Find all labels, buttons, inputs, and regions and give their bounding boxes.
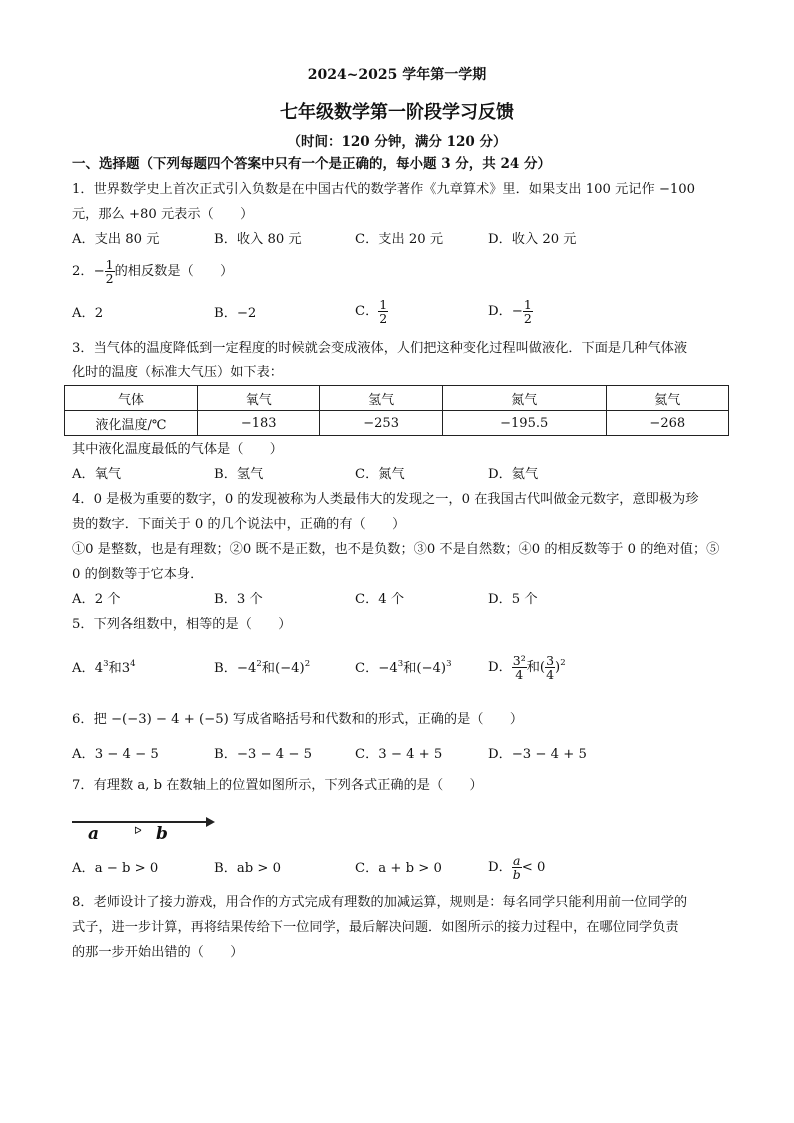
q5-option-c-exp1: 3	[397, 659, 404, 669]
q4-stem-line1: 4．0 是极为重要的数字，0 的发现被称为人类最伟大的发现之一，0 在我国古代叫做金元数字，意即极为珍	[72, 492, 699, 507]
q2-fraction-num: 1	[105, 257, 114, 272]
q5-option-d-fraction1	[512, 654, 527, 681]
q2-option-c-fraction	[378, 298, 388, 325]
q3-option-d: D．氦气	[488, 467, 539, 482]
q5-stem: 5．下列各组数中，相等的是（ ）	[72, 617, 292, 632]
q1-option-b: B．收入 80 元	[214, 232, 302, 247]
section-heading-choice: 一、选择题（下列每题四个答案中只有一个是正确的，每小题 3 分，共 24 分）	[72, 156, 551, 172]
q5-option-b-exp1: 2	[256, 659, 262, 669]
table-row	[65, 411, 729, 436]
q5-option-d-den2: 4	[546, 667, 555, 682]
q3-option-b: B．氢气	[214, 467, 264, 482]
q4-stem-line2: 贵的数字．下面关于 0 的几个说法中，正确的有（ ）	[72, 517, 406, 532]
number-line-mark: ᐅ	[134, 826, 142, 837]
q5-option-d-exp: 2	[560, 658, 566, 668]
q5-option-c-exp2: 3	[446, 659, 452, 669]
q2-stem	[72, 258, 233, 285]
number-line-label-a: a	[88, 824, 100, 844]
q5-option-c-part1: −4	[378, 661, 398, 676]
q5-option-d-fraction2	[545, 654, 555, 681]
q5-option-b-mid: 和	[261, 661, 275, 676]
q7-stem: 7．有理数 a, b 在数轴上的位置如图所示，下列各式正确的是（ ）	[72, 778, 483, 793]
q6-option-d: D．−3 − 4 + 5	[488, 747, 587, 762]
table-cell: −268	[606, 411, 728, 436]
q5-option-b	[214, 660, 310, 678]
q1-option-d: D．收入 20 元	[488, 232, 577, 247]
q8-stem-line2: 式子，进一步计算，再将结果传给下一位同学，最后解决问题．如图所示的接力过程中，在哪位同学负责	[72, 920, 679, 935]
q5-option-d-den1: 4	[512, 667, 527, 681]
q5-option-a	[72, 660, 136, 678]
table-row	[65, 386, 729, 411]
q2-option-c-num: 1	[379, 297, 388, 312]
table-cell: −195.5	[442, 411, 606, 436]
q7-option-d-den: b	[512, 867, 521, 882]
table-cell: 氧气	[198, 386, 320, 411]
q5-option-b-exp2: 2	[304, 659, 311, 669]
q2-fraction-den: 2	[105, 271, 114, 286]
q5-option-a-mid: 和	[108, 661, 122, 676]
q5-option-b-part1: −4	[236, 661, 257, 676]
q5-option-a-exp2: 4	[130, 659, 136, 669]
q5-option-d	[488, 652, 566, 684]
q3-option-a: A．氧气	[72, 467, 122, 482]
table-cell: 气体	[65, 386, 198, 411]
q5-option-d-num1: 3²	[512, 653, 526, 668]
q2-suffix: 的相反数是（ ）	[114, 264, 234, 279]
q5-option-c-mid: 和	[403, 661, 417, 676]
q6-stem: 6．把 −(−3) − 4 + (−5) 写成省略括号和代数和的形式，正确的是（ ）	[72, 712, 524, 727]
q4-option-a: A．2 个	[72, 592, 121, 607]
q2-option-d-num: 1	[523, 297, 532, 312]
q7-option-b: B．ab > 0	[214, 861, 282, 876]
gas-temperature-table	[64, 385, 729, 436]
q5-option-b-label: B．	[214, 661, 237, 676]
q5-option-a-exp1: 3	[103, 659, 109, 669]
q2-option-d-label: D．−	[488, 304, 523, 319]
q2-option-a: A．2	[72, 306, 104, 321]
term-heading: 2024~2025 学年第一学期	[307, 67, 487, 83]
q6-option-c: C．3 − 4 + 5	[355, 747, 443, 762]
q5-option-b-part2: (−4)	[274, 661, 305, 676]
q5-option-d-num2: 3	[546, 653, 555, 668]
table-cell: −183	[198, 411, 320, 436]
q3-option-c: C．氮气	[355, 467, 405, 482]
q4-stem-line3: ①0 是整数，也是有理数；②0 既不是正数，也不是负数；③0 不是自然数；④0 的相反数等于 0 的绝对值；⑤	[72, 542, 720, 557]
number-line-axis	[72, 821, 210, 823]
q2-option-d	[488, 297, 533, 327]
q4-stem-line4: 0 的倒数等于它本身．	[72, 567, 204, 582]
q3-stem-line3: 其中液化温度最低的气体是（ ）	[72, 442, 283, 457]
q1-option-a: A．支出 80 元	[72, 232, 160, 247]
q2-prefix: 2．−	[72, 264, 105, 279]
q5-option-a-base2: 3	[121, 661, 131, 676]
q2-option-d-den: 2	[523, 311, 532, 326]
exam-title: 七年级数学第一阶段学习反馈	[280, 102, 514, 123]
q2-option-c	[355, 297, 388, 327]
q5-option-d-label: D．	[488, 660, 512, 675]
q2-option-b: B．−2	[214, 306, 257, 321]
table-cell: 氦气	[606, 386, 728, 411]
number-line-figure	[72, 812, 222, 846]
q3-stem-line1: 3．当气体的温度降低到一定程度的时候就会变成液体，人们把这种变化过程叫做液化．下面是几种气体液	[72, 341, 688, 356]
q4-option-d: D．5 个	[488, 592, 538, 607]
q7-option-c: C．a + b > 0	[355, 861, 442, 876]
number-line-label-b: b	[156, 824, 168, 844]
q5-option-c-label: C．	[355, 661, 379, 676]
q5-option-a-label: A．	[72, 661, 95, 676]
q2-option-d-fraction	[523, 298, 533, 325]
table-cell: −253	[320, 411, 442, 436]
q2-option-c-label: C．	[355, 304, 379, 319]
q8-stem-line3: 的那一步开始出错的（ ）	[72, 945, 244, 960]
q7-option-a: A．a − b > 0	[72, 861, 159, 876]
q1-option-c: C．支出 20 元	[355, 232, 444, 247]
q7-option-d-fraction	[512, 854, 522, 881]
q4-option-c: C．4 个	[355, 592, 405, 607]
q7-option-d-label: D．	[488, 860, 512, 875]
q1-stem-line1: 1．世界数学史上首次正式引入负数是在中国古代的数学著作《九章算术》里．如果支出 100 元记作 −100	[72, 182, 696, 197]
q5-option-d-close: )	[555, 660, 561, 675]
q2-fraction	[105, 258, 115, 285]
arrow-right-icon	[206, 817, 215, 827]
q5-option-d-mid: 和(	[526, 660, 546, 675]
q6-option-a: A．3 − 4 − 5	[72, 747, 159, 762]
q8-stem-line1: 8．老师设计了接力游戏，用合作的方式完成有理数的加减运算，规则是：每名同学只能利用前一位同学的	[72, 895, 688, 910]
q7-option-d-suffix: < 0	[521, 860, 546, 875]
q2-option-c-den: 2	[379, 311, 388, 326]
q1-stem-line2: 元，那么 +80 元表示（ ）	[72, 207, 254, 222]
table-cell: 氮气	[442, 386, 606, 411]
q6-option-b: B．−3 − 4 − 5	[214, 747, 312, 762]
table-cell: 氢气	[320, 386, 442, 411]
q5-option-a-base1: 4	[94, 661, 104, 676]
exam-time: （时间：120 分钟，满分 120 分）	[287, 134, 507, 150]
q7-option-d	[488, 852, 545, 884]
table-cell: 液化温度/℃	[65, 411, 198, 436]
q3-stem-line2: 化时的温度（标准大气压）如下表：	[72, 365, 283, 380]
q4-option-b: B．3 个	[214, 592, 263, 607]
q5-option-c	[355, 660, 452, 678]
q5-option-c-part2: (−4)	[416, 661, 447, 676]
q7-option-d-num: a	[513, 853, 521, 868]
